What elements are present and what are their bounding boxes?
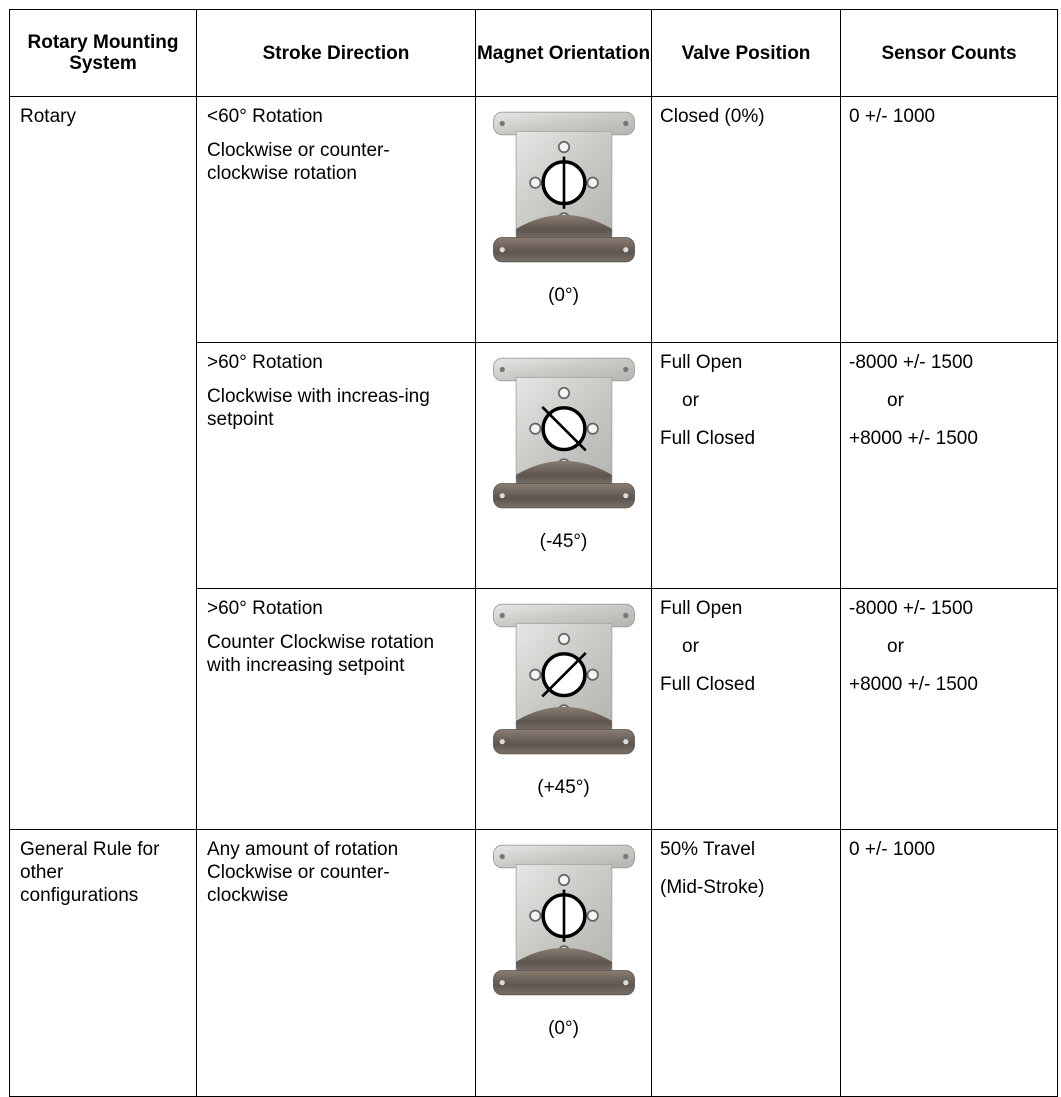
valve-or-label: or (682, 636, 699, 657)
stroke-cell (197, 343, 476, 589)
magnet-cell (476, 343, 652, 589)
magnet-angle-label: (-45°) (539, 531, 588, 552)
valve-position-value: Full Closed (660, 674, 756, 695)
magnet-cell (476, 97, 652, 343)
stroke-cell (197, 830, 476, 1097)
header-magnet-orientation: Magnet Orientation (476, 10, 652, 97)
magnet-cell (476, 589, 652, 830)
magnet-angle-label: (0°) (548, 1018, 579, 1039)
mounting-cell (10, 830, 197, 1097)
header-mounting-system: Rotary Mounting System (10, 10, 197, 97)
sensor-or-label: or (887, 636, 904, 657)
stroke-description: Clockwise with increas-ing setpoint (207, 386, 430, 430)
stroke-rotation-label: >60° Rotation (207, 352, 323, 373)
magnet-cell (476, 830, 652, 1097)
stroke-description: Clockwise or counter-clockwise rotation (207, 140, 390, 184)
magnet-angle-label: (+45°) (537, 777, 590, 798)
magnet-0deg-icon (490, 840, 638, 1014)
stroke-rotation-label: <60° Rotation (207, 106, 323, 127)
mounting-cell (10, 97, 197, 830)
sensor-counts-value: +8000 +/- 1500 (849, 428, 978, 449)
valve-cell (652, 830, 841, 1097)
magnet-minus45deg-icon (490, 353, 638, 527)
valve-cell (652, 343, 841, 589)
sensor-counts-value: 0 +/- 1000 (849, 106, 936, 127)
stroke-rotation-label: >60° Rotation (207, 598, 323, 619)
valve-position-value: Closed (0%) (660, 106, 765, 127)
magnet-orientation-table (9, 9, 1058, 1097)
magnet-0deg-icon (490, 107, 638, 281)
stroke-cell (197, 97, 476, 343)
header-stroke-direction: Stroke Direction (197, 10, 476, 97)
sensor-counts-value: -8000 +/- 1500 (849, 598, 974, 619)
sensor-counts-value: +8000 +/- 1500 (849, 674, 978, 695)
valve-position-value: Full Open (660, 352, 743, 373)
table-row (10, 830, 1058, 1097)
stroke-rotation-label: Any amount of rotation (207, 839, 399, 860)
sensor-counts-value: 0 +/- 1000 (849, 839, 936, 860)
valve-position-value: Full Closed (660, 428, 756, 449)
mounting-label: General Rule for other configurations (20, 839, 160, 906)
stroke-description: Counter Clockwise rotation with increasing setpoint (207, 632, 435, 676)
valve-or-label: or (682, 390, 699, 411)
sensor-cell (841, 589, 1058, 830)
table-row (10, 97, 1058, 343)
header-sensor-counts: Sensor Counts (841, 10, 1058, 97)
stroke-description: Clockwise or counter-clockwise (207, 862, 390, 906)
valve-cell (652, 97, 841, 343)
sensor-counts-value: -8000 +/- 1500 (849, 352, 974, 373)
valve-position-note: (Mid-Stroke) (660, 877, 765, 898)
sensor-cell (841, 97, 1058, 343)
valve-position-value: Full Open (660, 598, 743, 619)
mounting-label: Rotary (20, 106, 76, 127)
sensor-cell (841, 343, 1058, 589)
magnet-angle-label: (0°) (548, 285, 579, 306)
stroke-cell (197, 589, 476, 830)
valve-cell (652, 589, 841, 830)
magnet-plus45deg-icon (490, 599, 638, 773)
header-valve-position: Valve Position (652, 10, 841, 97)
sensor-cell (841, 830, 1058, 1097)
sensor-or-label: or (887, 390, 904, 411)
valve-position-value: 50% Travel (660, 839, 756, 860)
